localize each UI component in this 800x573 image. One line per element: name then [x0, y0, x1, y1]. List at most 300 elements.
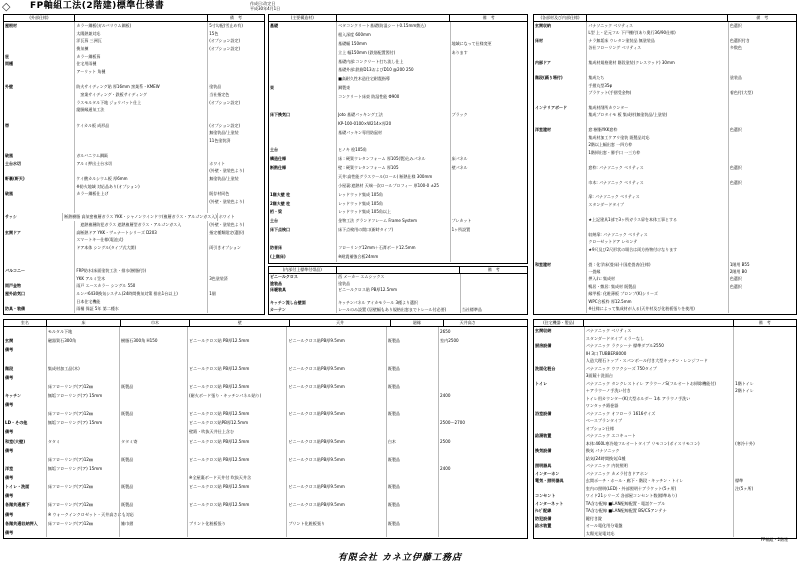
table-cell — [438, 345, 485, 354]
row-category — [4, 137, 74, 145]
row-category: 防音床 — [270, 244, 282, 250]
table-cell: 天井:高性能グラスウール(ロール) 断熱仕様 300mm — [336, 173, 450, 182]
table-row — [269, 307, 527, 314]
section-header — [534, 15, 796, 22]
table-cell: 基礎内部:コンクリート打ち流し仕上 — [336, 58, 450, 67]
table-row — [534, 477, 796, 485]
table-cell — [119, 464, 187, 473]
table-row — [4, 91, 264, 99]
table-cell: 既製品 — [119, 455, 187, 464]
row-category: 備考 — [5, 493, 14, 499]
table-cell: 集成たち — [586, 74, 727, 81]
table-cell — [386, 345, 438, 354]
table-cell: トイレ用カウンター(K)大型ホルダー 1本 アラウノ手洗い — [584, 395, 733, 403]
table-cell — [74, 167, 207, 175]
table-cell — [438, 382, 485, 391]
row-category — [534, 231, 586, 238]
row-category — [269, 49, 336, 58]
table-cell: ルンバ6430換気システム(24時間換気対策 排出1台以上) — [74, 290, 207, 298]
table-cell: ビニールクロス貼PB厚9.5mm — [286, 437, 385, 446]
table-cell: レールのみ設置 (居壁幅もあり規格出窓までトレール付必要) — [336, 307, 460, 314]
table-cell: (耐火ボード張り・キッチンパネル貼り) — [187, 391, 286, 400]
table-cell — [733, 357, 796, 365]
table-row — [534, 59, 796, 66]
table-cell: Joto 基礎パッキング工法 — [336, 111, 450, 120]
table-row — [534, 104, 796, 111]
table-cell — [733, 425, 796, 433]
row-category: 備考 — [5, 374, 14, 380]
table-cell: 床下点検用の開口(新時タイプ) — [336, 226, 450, 235]
table-cell — [733, 342, 796, 350]
row-category: カーテン — [270, 306, 286, 312]
row-category — [534, 119, 586, 126]
table-cell — [46, 491, 119, 500]
row-category — [4, 106, 74, 114]
table-row — [4, 145, 264, 153]
row-category: トイレ — [535, 380, 548, 386]
row-category: 玄関収納 — [535, 23, 551, 28]
table-cell: スタンダードタイプ — [586, 201, 727, 208]
table-cell — [207, 152, 264, 160]
row-category: ビニールクロス — [270, 274, 298, 279]
row-category: 照明器具 — [535, 463, 552, 468]
row-category — [534, 186, 586, 193]
table-cell — [187, 354, 286, 363]
table-cell — [187, 510, 286, 519]
row-category: 防具・装備 — [5, 306, 25, 312]
table-row — [269, 111, 527, 120]
column-header: 室名 — [20, 320, 29, 325]
table-cell: ビニールクロス貼PB厚9.5mm — [286, 364, 385, 373]
section-header — [534, 320, 796, 327]
row-category: 内部ドア — [535, 60, 551, 66]
table-cell — [336, 137, 450, 146]
table-row — [4, 60, 264, 68]
row-category — [534, 402, 584, 410]
table-cell — [207, 60, 264, 68]
table-cell — [74, 259, 207, 267]
table-cell — [386, 510, 438, 519]
row-category — [534, 89, 586, 96]
table-cell — [450, 173, 527, 182]
exterior-spec-table — [3, 14, 265, 315]
column-header: (主要構造材) — [290, 15, 314, 20]
table-row — [534, 82, 796, 89]
table-cell — [119, 354, 187, 363]
row-category: 給水装置 — [535, 523, 552, 528]
table-cell: ベースプランタイプ — [584, 417, 733, 425]
table-cell: 2階用 B0 — [728, 268, 796, 275]
row-category: 備考 — [5, 475, 14, 480]
column-header: 備 考 — [449, 15, 527, 21]
row-category: 破風 — [5, 191, 13, 197]
table-row — [4, 305, 264, 313]
table-cell: 着色付(大型) — [728, 89, 796, 96]
table-row — [269, 217, 527, 226]
table-cell: 床フローリング(ア)12㎜ — [46, 519, 119, 528]
table-cell: 基礎パッキン専用防鼠材 — [336, 129, 450, 138]
row-category: 床下点検口 — [270, 227, 290, 233]
table-row — [4, 418, 527, 427]
row-category — [4, 252, 74, 260]
row-category — [534, 298, 586, 305]
table-cell: 一畳縁 — [586, 268, 727, 275]
table-cell — [438, 400, 485, 409]
column-header: (外部仕様) — [29, 15, 49, 20]
row-category — [534, 305, 586, 312]
table-cell — [733, 417, 796, 425]
table-cell — [119, 446, 187, 455]
table-row — [4, 345, 527, 354]
table-row — [4, 99, 264, 107]
table-cell — [728, 59, 796, 66]
table-cell: 太陽光発電対応 — [584, 530, 733, 538]
table-cell: 色選択 — [728, 164, 796, 171]
table-row — [4, 391, 527, 400]
table-cell: 鋼製束 — [336, 84, 450, 93]
table-row — [4, 45, 264, 53]
table-cell — [450, 102, 527, 111]
table-cell — [46, 373, 119, 382]
row-category: 断熱仕様 — [270, 165, 286, 170]
table-row — [534, 402, 796, 410]
row-category: 備考 — [5, 447, 14, 453]
table-cell: タタミ寄 — [119, 437, 187, 446]
table-row — [534, 44, 796, 51]
table-cell: 集成プロタイモ 板 集成材(無塗装品/上塗装) — [586, 111, 727, 118]
table-row — [534, 275, 796, 282]
table-row — [534, 193, 796, 200]
table-cell: 2500～2700 — [438, 418, 485, 427]
table-cell: ケイ酸カルシウム板 厚6mm — [74, 175, 207, 183]
table-cell: 玄関ポーチ・ホール・廊下・階段・キッチン・トイレ — [584, 477, 733, 485]
table-cell: 15色 — [207, 30, 264, 38]
row-category — [4, 45, 74, 53]
table-cell — [336, 235, 450, 244]
table-row — [534, 67, 796, 74]
table-cell: パナソニック タンクレストイレ アラウーノS(フルオートお掃除機能付) — [584, 380, 733, 388]
table-cell — [733, 432, 796, 440]
table-cell — [733, 350, 796, 358]
table-row — [4, 190, 264, 198]
page-title: FP軸組工法(2階建)標準仕様書 — [30, 1, 165, 11]
row-category — [534, 141, 586, 148]
table-row — [534, 223, 796, 230]
table-cell — [728, 149, 796, 156]
row-category: 桁・梁 — [270, 209, 282, 215]
table-row — [534, 440, 796, 448]
table-cell — [286, 464, 385, 473]
row-category — [534, 350, 584, 358]
row-category — [534, 530, 584, 538]
company-logo-icon: ◇ — [2, 0, 11, 13]
table-cell: スマートキー仕様(電池式) — [74, 236, 207, 244]
table-cell — [119, 510, 187, 519]
table-row — [4, 221, 264, 229]
table-cell — [46, 446, 119, 455]
table-cell — [119, 327, 187, 336]
row-category — [4, 167, 74, 175]
table-cell — [207, 114, 264, 122]
table-cell — [733, 447, 796, 455]
row-category: 玄関収納 — [535, 328, 552, 333]
table-cell: ビニールクロス貼PB厚9.5mm — [286, 409, 385, 418]
table-cell — [187, 327, 286, 336]
table-row — [4, 364, 527, 373]
row-category: インターネット — [535, 500, 564, 506]
row-category: トイレ・洗面 — [5, 484, 30, 490]
table-cell — [438, 482, 485, 491]
table-cell: (オプション設定) — [207, 99, 264, 107]
table-row — [4, 68, 264, 76]
table-cell — [450, 146, 527, 155]
table-row — [269, 235, 527, 244]
table-row — [269, 22, 527, 31]
table-cell — [586, 223, 727, 230]
table-cell — [733, 522, 796, 530]
row-category: 備考 — [5, 529, 14, 535]
row-category: 軒裏(軒天) — [5, 176, 25, 182]
finish-spec-table — [533, 14, 797, 315]
table-cell — [728, 208, 796, 215]
table-cell — [386, 391, 438, 400]
table-cell: 1個 — [207, 290, 264, 298]
table-cell: パナソニック エコキュート — [584, 432, 733, 440]
table-cell: 人造大理石トップ・スパンボール付き大型キッチン・レンジフード — [584, 357, 733, 365]
table-cell: ビニールクロス貼PB厚9.5mm — [286, 336, 385, 345]
table-row — [534, 342, 796, 350]
table-cell — [438, 519, 485, 528]
table-cell: 既製品 — [386, 382, 438, 391]
row-category — [534, 335, 584, 343]
table-cell: 住宅用雨樋 — [74, 60, 207, 68]
row-category — [4, 183, 74, 191]
table-row — [534, 507, 796, 515]
table-cell: ＋アラウーノ手洗い付き — [584, 387, 733, 395]
table-row — [534, 268, 796, 275]
table-row — [269, 137, 527, 146]
table-row — [4, 229, 264, 237]
table-row — [269, 155, 527, 164]
section-header — [269, 267, 527, 274]
table-row — [4, 244, 264, 252]
table-row — [269, 253, 527, 262]
table-row — [534, 179, 796, 186]
row-category — [269, 93, 336, 102]
table-row — [534, 500, 796, 508]
table-cell — [438, 409, 485, 418]
table-row — [534, 29, 796, 36]
table-cell — [207, 145, 264, 153]
row-category: 給湯装置 — [535, 433, 552, 438]
table-row — [4, 409, 527, 418]
table-cell: ワイド21シリーズ 各部屋コンセント数(標準あり) — [584, 492, 733, 500]
table-cell — [74, 76, 207, 84]
row-category — [534, 156, 586, 163]
company-name: 有限会社 カネ立伊藤工務店 — [337, 553, 463, 563]
table-cell — [336, 102, 450, 111]
table-row — [269, 146, 527, 155]
table-cell: 塗装品 — [207, 83, 264, 91]
table-cell: (オプション設定) — [207, 37, 264, 45]
table-row — [4, 290, 264, 298]
table-cell: ブラック — [450, 111, 527, 120]
row-category — [534, 283, 586, 290]
table-row — [269, 244, 527, 253]
table-row — [534, 462, 796, 470]
table-cell: 壁パネル — [450, 164, 527, 173]
table-cell: WPC合板枠 厚12.5mm — [586, 298, 727, 305]
table-row — [4, 473, 527, 482]
table-cell: ビニールクロス貼 PB厚12.5mm — [187, 437, 286, 446]
table-cell — [733, 365, 796, 373]
table-row — [4, 373, 527, 382]
table-cell: オール電化用分電盤 — [584, 522, 733, 530]
table-cell — [207, 206, 264, 214]
row-category — [269, 235, 336, 244]
table-row — [534, 22, 796, 29]
row-category — [534, 357, 584, 365]
table-row — [534, 410, 796, 418]
row-category: 電気・照明器具 — [535, 478, 564, 483]
table-cell — [450, 120, 527, 129]
row-category — [4, 114, 74, 122]
table-cell: モルタル下地 — [46, 327, 119, 336]
table-cell — [450, 22, 527, 31]
table-row — [4, 198, 264, 206]
row-category — [4, 259, 74, 267]
table-cell: 鍵付き錠 — [584, 515, 733, 523]
row-category — [534, 290, 586, 297]
table-cell: 2400 — [438, 464, 485, 473]
table-cell: 基礎幅 150mm — [336, 40, 450, 49]
table-cell: ビニールクロス貼PB厚12.5mm — [187, 418, 286, 427]
table-cell — [119, 373, 187, 382]
table-cell — [207, 53, 264, 61]
table-cell: クローゼットドア レセンテ — [586, 238, 727, 245]
table-cell: パナソニック ラクシーナ 標準ダブル2550 — [584, 342, 733, 350]
table-cell — [733, 507, 796, 515]
table-row — [4, 106, 264, 114]
row-category: 備考 — [5, 347, 14, 353]
row-category: 雨戸金物 — [5, 283, 21, 289]
table-cell: ビニールクロス貼 PB厚12.5mm — [187, 409, 286, 418]
table-cell — [586, 156, 727, 163]
table-row — [269, 200, 527, 209]
row-category: 防犯設備 — [535, 515, 552, 521]
table-cell — [728, 298, 796, 305]
table-cell — [74, 137, 207, 145]
row-category — [4, 327, 46, 336]
row-category — [534, 44, 586, 51]
row-category: 基礎 — [270, 23, 278, 28]
row-category — [534, 440, 584, 448]
table-cell — [728, 305, 796, 312]
table-row — [4, 152, 264, 160]
table-cell: 鴨居・敷居: 集成材 既製品 — [586, 283, 727, 290]
table-row — [534, 208, 796, 215]
table-cell: L型 上・足元フル 下戸棚付(あり奥行36/90仕様) — [586, 29, 727, 36]
table-cell — [586, 186, 727, 193]
table-cell — [450, 58, 527, 67]
row-category: 各階共通収納押入 — [5, 520, 38, 526]
table-cell: 窓:樹脂YKK窓枠 — [586, 126, 727, 133]
table-cell — [46, 427, 119, 436]
row-category: 屋外給気口 — [5, 290, 25, 296]
row-category — [534, 201, 586, 208]
table-cell: 縦胴縁通気工法 — [74, 106, 207, 114]
row-category — [534, 52, 586, 59]
table-cell: プリント化粧板張り — [187, 519, 286, 528]
table-row — [4, 37, 264, 45]
table-cell — [586, 67, 727, 74]
table-cell: 既製品 — [119, 482, 187, 491]
table-row — [4, 137, 264, 145]
table-cell — [733, 462, 796, 470]
column-header: 備 考 — [207, 15, 264, 21]
table-cell: ワンタッチ紙巻器 — [584, 402, 733, 410]
table-cell: 3面鏡十洗面台 — [584, 372, 733, 380]
row-category: 換気設備 — [535, 448, 552, 453]
table-cell: TA含む配線 ■LAN配線配置 BS/CSアンテナ — [584, 507, 733, 515]
table-cell: 2400 — [438, 391, 485, 400]
table-cell: 換気 パナソニック — [584, 447, 733, 455]
table-cell — [74, 198, 207, 206]
table-cell: ドア本体 シングル(タイプ式大開) — [74, 244, 207, 252]
row-category — [269, 173, 336, 182]
table-cell: 当社指定色 — [207, 91, 264, 99]
table-cell — [438, 427, 485, 436]
table-cell: 既製品 — [386, 455, 438, 464]
table-cell: 無垢フローリング(ア) 15mm — [46, 464, 119, 473]
table-cell: カラー鋼板(ガルバリウム鋼板) — [74, 22, 207, 30]
table-cell: KP-100-0100×W214×厚20 — [336, 120, 450, 129]
table-cell — [286, 418, 385, 427]
table-row — [4, 236, 264, 244]
table-row — [534, 298, 796, 305]
column-header — [583, 320, 732, 326]
table-cell: 窯業サイディング・鉄板サイディング — [74, 91, 207, 99]
row-category — [534, 208, 586, 215]
row-category: 各階共通廊下 — [5, 502, 30, 508]
row-category — [534, 149, 586, 156]
table-cell — [728, 246, 796, 253]
table-row — [534, 335, 796, 343]
table-cell — [119, 418, 187, 427]
table-cell: 壁紙・吹抜天井仕上含む — [187, 427, 286, 436]
table-cell: レッドウッド集成 105角 — [336, 200, 450, 209]
table-row — [4, 354, 527, 363]
row-category — [269, 58, 336, 67]
table-row — [4, 267, 264, 275]
table-cell — [386, 473, 438, 482]
row-category — [534, 455, 584, 463]
table-cell — [450, 66, 527, 75]
table-cell — [728, 290, 796, 297]
row-category: 塗装品 — [270, 280, 282, 286]
column-header: 天井高さ — [443, 320, 491, 326]
table-cell: 色選択付き — [728, 37, 796, 44]
table-row — [4, 83, 264, 91]
table-cell: カラー鋼板葺 — [74, 53, 207, 61]
table-cell: 集成材加工品(木) — [46, 364, 119, 373]
row-category: 玄関ドア — [5, 229, 21, 235]
table-cell — [119, 345, 187, 354]
row-category — [4, 244, 74, 252]
table-cell: 2500 — [438, 437, 485, 446]
row-category — [269, 137, 336, 146]
table-cell — [733, 455, 796, 463]
